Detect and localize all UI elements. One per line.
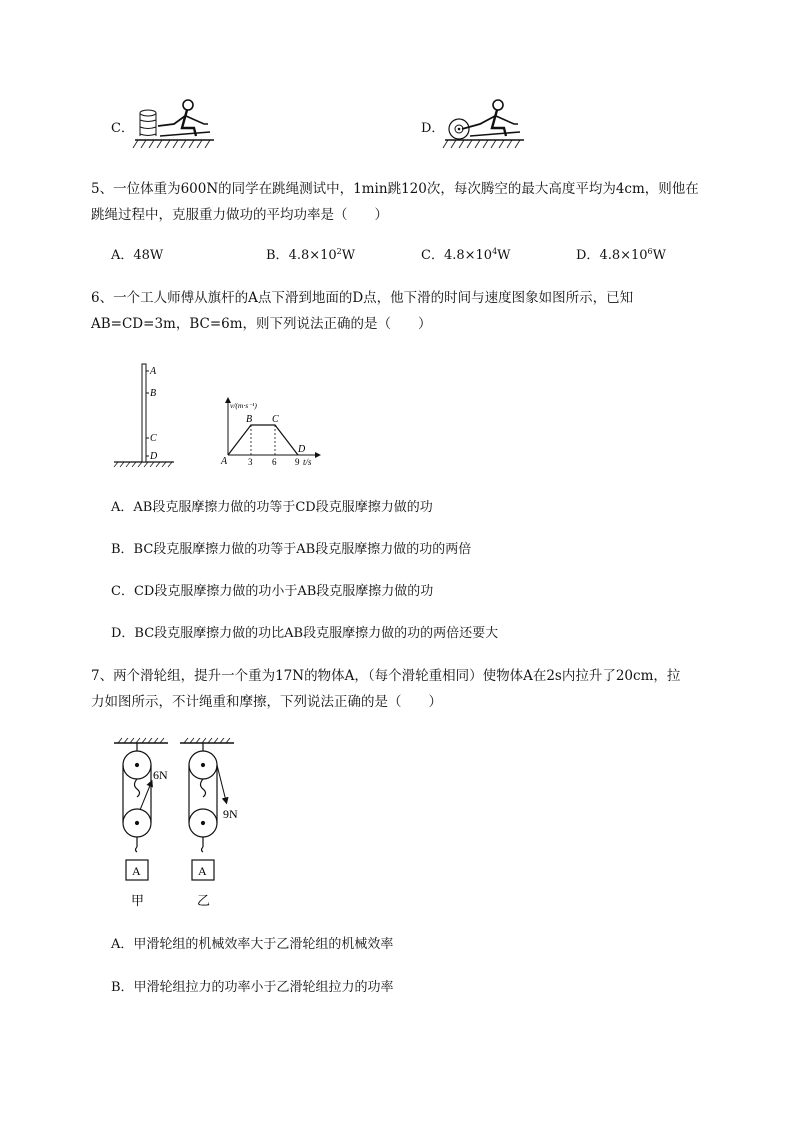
- q5-stem-line2: 跳绳过程中，克服重力做功的平均功率是（ ）: [91, 207, 388, 223]
- rowing-figure-c: [130, 96, 220, 156]
- q5-option-b: [266, 247, 355, 265]
- graph-tick-9: 9: [295, 457, 300, 467]
- pole-label-c: C: [150, 433, 157, 444]
- force-label-yi: 9N: [223, 807, 238, 821]
- q5-option-c: [421, 247, 511, 265]
- block-label-yi: A: [198, 864, 207, 878]
- q5-option-a: [111, 247, 163, 265]
- q5-option-d-base: 4.8×10: [599, 248, 648, 263]
- flagpole-figure: [112, 360, 182, 470]
- pole-label-b: B: [150, 388, 157, 399]
- q6-option-b: B．BC段克服摩擦力做的功等于AB段克服摩擦力做的功的两倍: [111, 542, 472, 557]
- q6-stem-line1: 6、一个工人师傅从旗杆的A点下滑到地面的D点，他下滑的时间与速度图象如图所示，已知: [91, 290, 634, 306]
- option-d-label: D．: [421, 121, 445, 136]
- graph-point-a: A: [221, 456, 228, 467]
- q5-stem-line1: 5、一位体重为600N的同学在跳绳测试中，1min跳120次，每次腾空的最大高度平均为4cm，则他在: [91, 181, 699, 197]
- q6-option-a: A．AB段克服摩擦力做的功等于CD段克服摩擦力做的功: [111, 500, 433, 515]
- graph-point-b: B: [246, 414, 253, 425]
- q5-option-b-unit: W: [341, 248, 356, 263]
- q6-option-d: D．BC段克服摩擦力做的功比AB段克服摩擦力做的功的两倍还要大: [111, 626, 499, 641]
- pole-label-a: A: [150, 366, 157, 377]
- q5-option-c-unit: W: [497, 248, 511, 263]
- caption-yi: 乙: [197, 894, 211, 909]
- q7-stem-line1: 7、两个滑轮组，提升一个重为17N的物体A，（每个滑轮重相同）使物体A在2s内拉升了20cm，拉: [91, 668, 681, 684]
- q5-option-b-exp: 2: [336, 247, 342, 256]
- option-c-label: C．: [111, 121, 134, 136]
- q5-option-b-prefix: B．: [266, 248, 289, 263]
- graph-ylabel: v/(m·s⁻¹): [230, 401, 257, 410]
- q5-option-c-exp: 4: [492, 247, 498, 256]
- velocity-time-graph: [218, 398, 328, 468]
- q7-option-b: B．甲滑轮组拉力的功率小于乙滑轮组拉力的功率: [111, 980, 394, 995]
- graph-point-c: C: [272, 414, 279, 425]
- q7-option-a: A．甲滑轮组的机械效率大于乙滑轮组的机械效率: [111, 937, 394, 952]
- q7-stem-line2: 力如图所示，不计绳重和摩擦，下列说法正确的是（ ）: [91, 694, 442, 710]
- graph-tick-3: 3: [248, 457, 253, 467]
- caption-jia: 甲: [131, 894, 145, 909]
- q5-option-c-prefix: C．: [421, 248, 444, 263]
- q5-option-a-text: A．48W: [111, 248, 164, 263]
- graph-tick-6: 6: [272, 457, 277, 467]
- q6-option-c: C．CD段克服摩擦力做的功小于AB段克服摩擦力做的功: [111, 584, 434, 599]
- block-label-jia: A: [132, 864, 141, 878]
- q5-option-d: [576, 247, 666, 265]
- q5-option-d-prefix: D．: [576, 248, 600, 263]
- pole-label-d: D: [150, 451, 158, 462]
- force-label-jia: 6N: [153, 768, 168, 782]
- rowing-figure-d: [440, 96, 530, 156]
- q5-option-b-base: 4.8×10: [288, 248, 337, 263]
- q6-stem-line2: AB=CD=3m，BC=6m，则下列说法正确的是（ ）: [91, 316, 432, 332]
- q5-option-d-unit: W: [652, 248, 667, 263]
- q5-option-c-base: 4.8×10: [443, 248, 493, 263]
- graph-point-d: D: [298, 444, 306, 455]
- q5-option-d-exp: 6: [647, 247, 653, 256]
- graph-xlabel: t/s: [303, 457, 312, 467]
- pulley-figure: [110, 735, 260, 910]
